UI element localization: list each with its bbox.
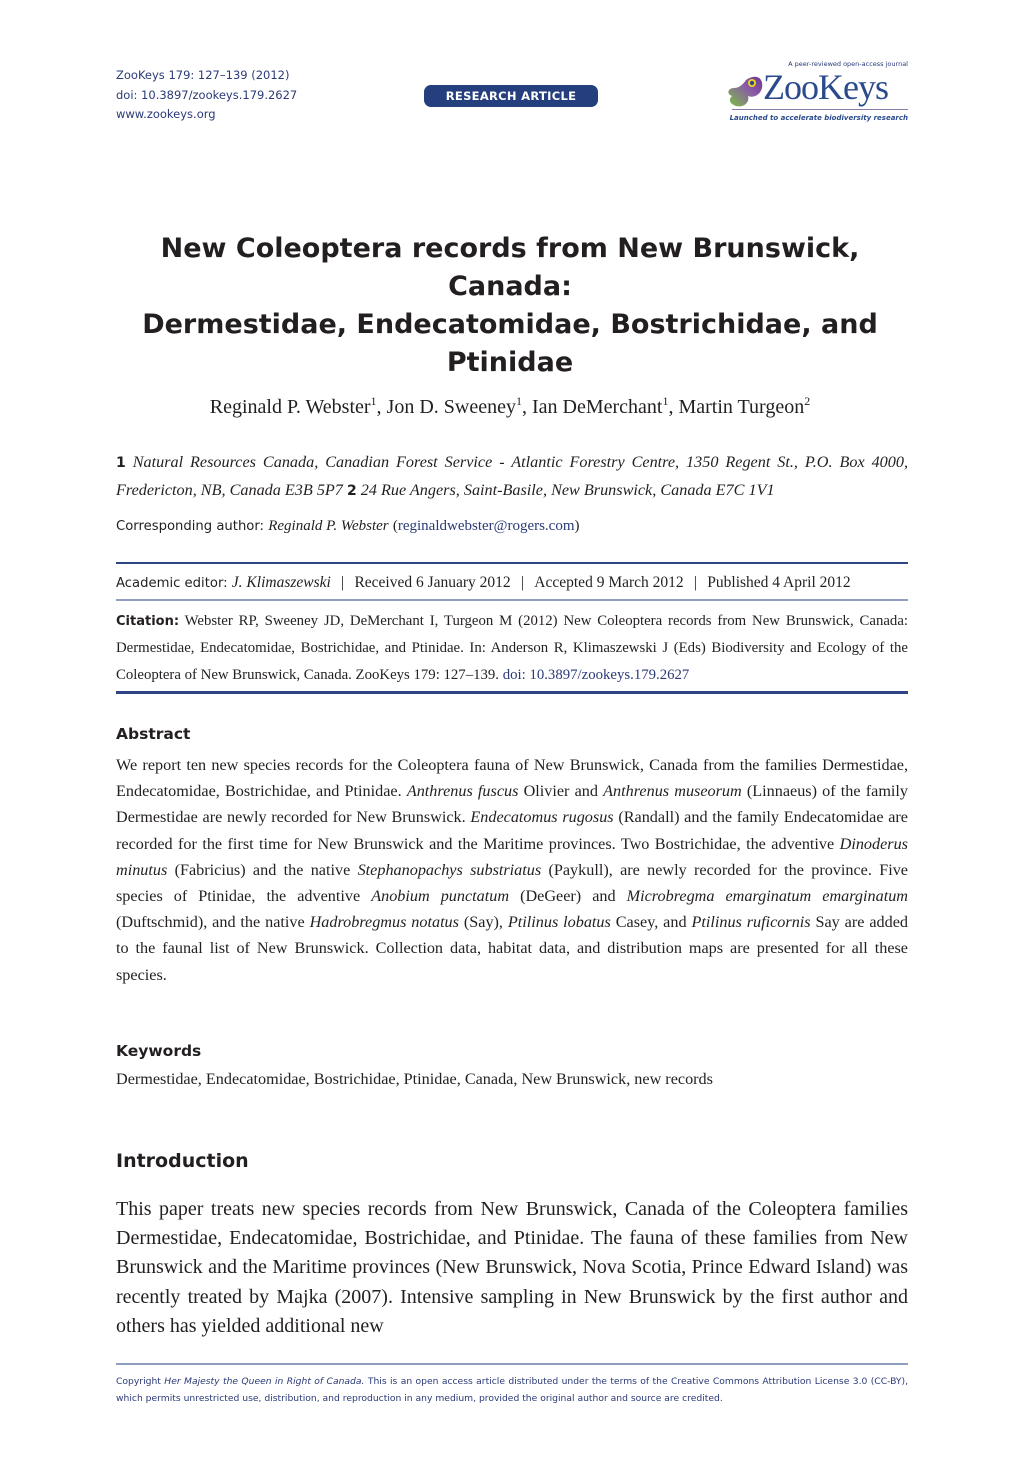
abstract-segment: (Linnaeus) of the family Dermestidae are newly recorded for New Brunswick. [116, 782, 908, 827]
abstract-segment: (Say), [458, 913, 508, 932]
species-name: Stephanopachys substriatus [357, 860, 542, 879]
species-name: Endecatomus rugosus [470, 808, 614, 827]
abstract-segment: Casey, and [610, 913, 692, 932]
article-type-badge: RESEARCH ARTICLE [424, 85, 598, 107]
copyright-label: Copyright [116, 1376, 161, 1387]
affiliation-number: 2 [346, 483, 357, 499]
copyright-holder: Her Majesty the Queen in Right of Canada. [164, 1376, 365, 1387]
editorial-info [116, 574, 851, 592]
divider [116, 691, 908, 694]
logo-tagline: A peer-reviewed open-access journal [788, 60, 908, 68]
affiliation-text: 24 Rue Angers, Saint-Basile, New Brunswick, Canada E7C 1V1 [360, 481, 775, 499]
zookeys-logo[interactable] [726, 60, 908, 126]
logo-wordmark: ZooKeys [763, 67, 888, 107]
affiliation-marker: 2 [804, 394, 811, 408]
abstract-segment: We report ten new species records for the Coleoptera fauna of New Brunswick, Canada from the families Dermestidae, Endecatomidae, Bostrichidae, and Ptinidae. [116, 756, 908, 801]
title-line: New Coleoptera records from New Brunswick, Canada: [160, 233, 860, 302]
divider [116, 562, 908, 564]
editor-label: Academic editor: [116, 576, 228, 591]
affiliation-marker: 1 [370, 394, 377, 408]
citation-label: Citation: [116, 614, 180, 629]
author-name[interactable]: Jon D. Sweeney [386, 396, 516, 418]
citation-block [116, 608, 908, 689]
abstract-segment: Say are added to the faunal list of New Brunswick. Collection data, habitat data, and distribution maps are presented for all these species. [116, 913, 908, 984]
species-name: Microbregma emarginatum emarginatum [626, 887, 908, 906]
corresponding-label: Corresponding author: [116, 519, 265, 534]
separator: | [520, 574, 525, 591]
species-name: Ptilinus ruficornis [691, 913, 811, 932]
affiliation-marker: 1 [515, 394, 522, 408]
species-name: Anobium punctatum [371, 887, 510, 906]
species-name: Anthrenus fuscus [406, 782, 519, 801]
keywords-heading: Keywords [116, 1042, 202, 1060]
journal-website-link[interactable]: www.zookeys.org [116, 107, 216, 121]
abstract-segment: (DeGeer) and [509, 887, 627, 906]
logo-slogan: Launched to accelerate biodiversity research [729, 114, 908, 122]
logo-divider [732, 109, 908, 110]
author-list: Reginald P. Webster$^1$, Jon D. Sweeney$^1$, Ian DeMerchant$^1$, Martin Turgeon$^2$ [209, 394, 811, 418]
author-name[interactable]: Ian DeMerchant [531, 396, 663, 418]
editor-name: J. Klimaszewski [231, 574, 331, 591]
citation-doi-link[interactable]: doi: 10.3897/zookeys.179.2627 [502, 667, 690, 683]
species-name: Ptilinus lobatus [507, 913, 611, 932]
article-doi[interactable]: doi: 10.3897/zookeys.179.2627 [116, 87, 298, 102]
separator: | [341, 574, 345, 591]
author-name[interactable]: Reginald P. Webster [209, 396, 371, 418]
abstract-text [116, 752, 908, 988]
abstract-heading: Abstract [116, 725, 191, 743]
affiliation-number: 1 [116, 455, 126, 471]
species-name: Hadrobregmus notatus [309, 913, 459, 932]
affiliations [116, 449, 908, 505]
abstract-segment: (Duftschmid), and the native [116, 913, 310, 932]
article-title [100, 230, 920, 382]
citation-text: Webster RP, Sweeney JD, DeMerchant I, Turgeon M (2012) New Coleoptera records from New Brunswick, Canada: Dermestidae, Endecatomidae, Bostrichidae, and Ptinidae. In: Anderson R, Klimaszewski J (Eds) Biodiversity and Ecology of the Coleoptera of New Brunswick, Canada. ZooKeys 179: 127–139. [116, 613, 908, 683]
copyright-notice [116, 1373, 908, 1407]
accepted-date: Accepted 9 March 2012 [534, 574, 684, 591]
butterfly-icon [726, 74, 766, 108]
published-date: Published 4 April 2012 [707, 574, 851, 591]
received-date: Received 6 January 2012 [354, 574, 511, 591]
footer-divider [116, 1363, 908, 1365]
introduction-heading: Introduction [116, 1150, 249, 1172]
corresponding-author: Corresponding author: Reginald P. Webster (reginaldwebster@rogers.com) [116, 518, 580, 534]
abstract-segment: (Fabricius) and the native [167, 860, 358, 879]
title-line: Dermestidae, Endecatomidae, Bostrichidae, and [142, 309, 878, 340]
abstract-segment: (Paykull), are newly recorded for the province. Five species of Ptinidae, the adventive [116, 860, 908, 906]
species-name: Dinoderus minutus [116, 834, 908, 879]
corresponding-name: Reginald P. Webster [268, 518, 389, 534]
title-line: Ptinidae [446, 347, 574, 378]
author-name[interactable]: Martin Turgeon [678, 396, 805, 418]
keywords-list: Dermestidae, Endecatomidae, Bostrichidae, Ptinidae, Canada, New Brunswick, new records [116, 1070, 713, 1088]
corresponding-email-link[interactable]: reginaldwebster@rogers.com [397, 518, 575, 534]
journal-reference: ZooKeys 179: 127–139 (2012) [116, 68, 290, 82]
species-name: Anthrenus museorum [603, 782, 742, 801]
divider [116, 599, 908, 601]
abstract-segment: Olivier and [518, 782, 604, 801]
abstract-segment: (Randall) and the family Endecatomidae are recorded for the first time for New Brunswick and the Maritime provinces. Two Bostrichidae, the adventive [116, 808, 908, 853]
introduction-text: This paper treats new species records from New Brunswick, Canada of the Coleoptera families Dermestidae, Endecatomidae, Bostrichidae, and Ptinidae. The fauna of these families from New Brunswick and the Maritime provinces (New Brunswick, Nova Scotia, Prince Edward Island) was recently treated by Majka (2007). Intensive sampling in New Brunswick by the first author and others has yielded additional new [116, 1198, 908, 1337]
affiliation-text: Natural Resources Canada, Canadian Forest Service - Atlantic Forestry Centre, 1350 Regent St., P.O. Box 4000, Fredericton, NB, Canada E3B 5P7 [116, 453, 909, 499]
separator: | [693, 574, 698, 591]
affiliation-marker: 1 [662, 394, 669, 408]
journal-header-info [116, 66, 297, 125]
license-text: This is an open access article distributed under the terms of the Creative Commons Attribution License 3.0 (CC-BY), which permits unrestricted use, distribution, and reproduction in any medium, provided the original author and source are credited. [116, 1376, 909, 1404]
